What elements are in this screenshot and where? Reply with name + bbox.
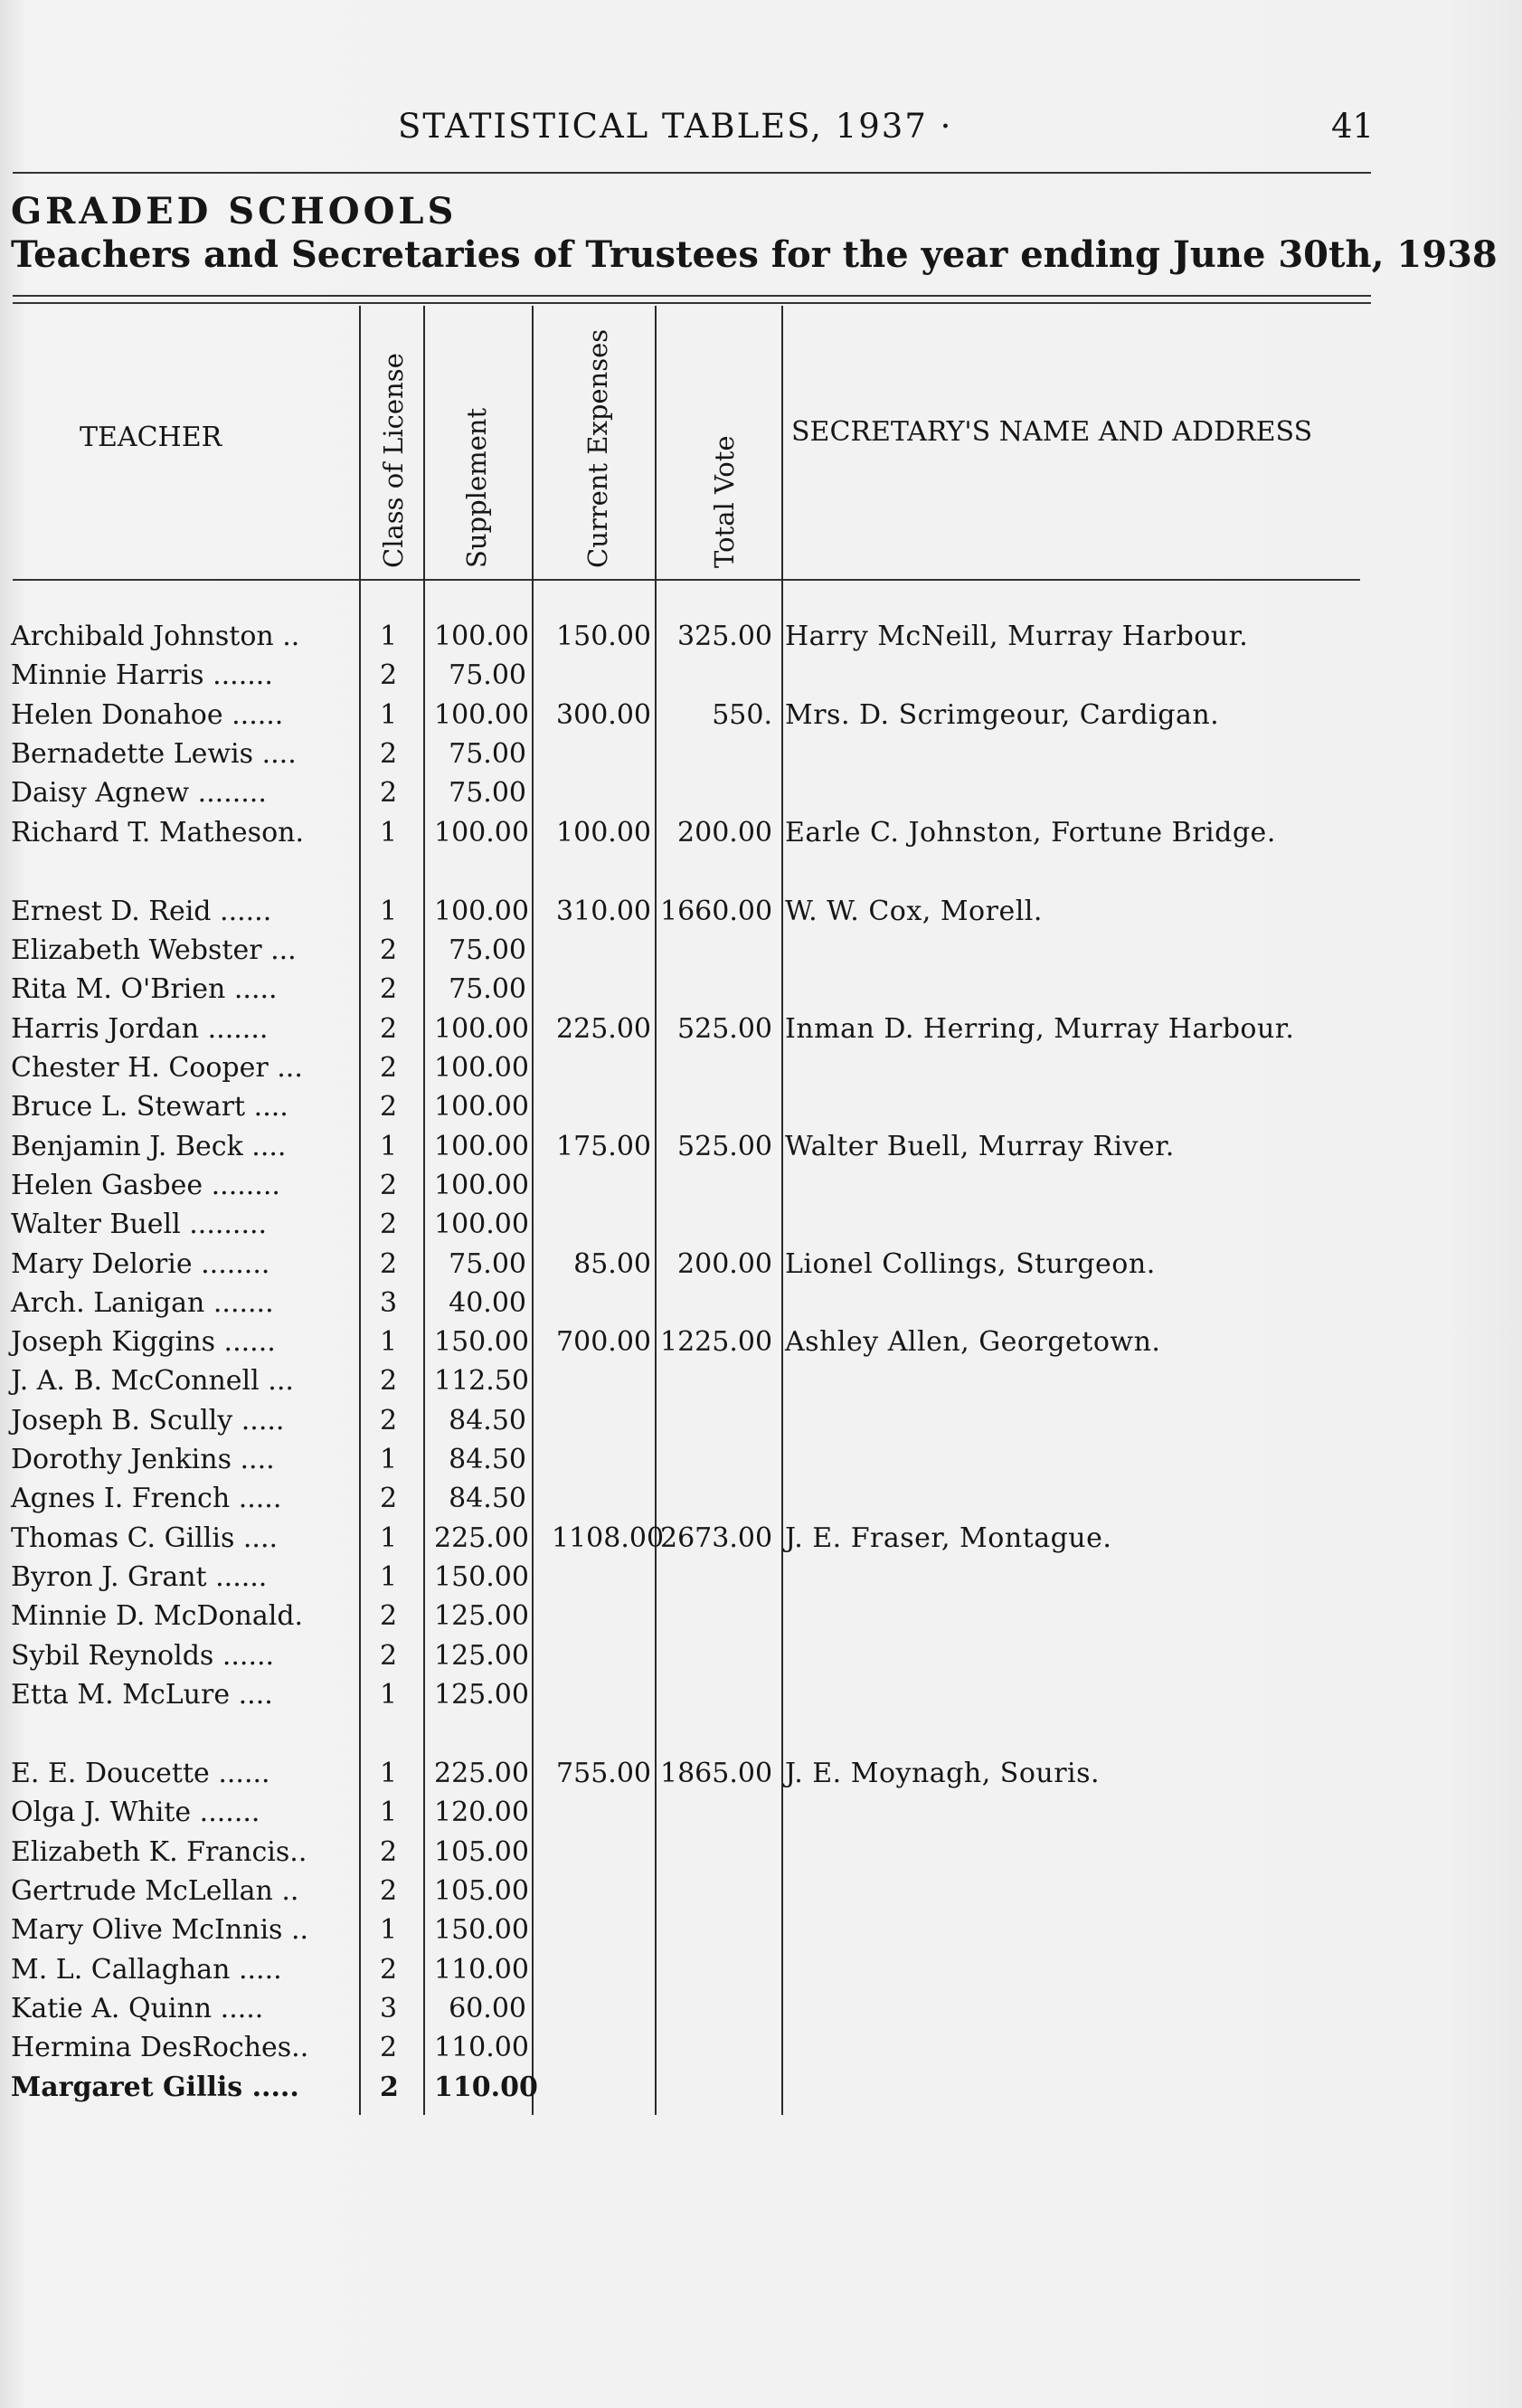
column-header-supplement: Supplement: [461, 407, 492, 568]
class-of-license-cell: 1: [380, 1914, 398, 1947]
supplement-cell: 110.00: [434, 2032, 529, 2064]
teacher-name: Rita M. O'Brien .....: [11, 973, 278, 1006]
teacher-name: Agnes I. French .....: [11, 1483, 282, 1515]
table-row: [0, 817, 1522, 856]
class-of-license-cell: 2: [380, 1012, 398, 1045]
supplement-cell: 75.00: [449, 1247, 526, 1280]
total-vote-cell: 1225.00: [660, 1326, 773, 1359]
class-of-license-cell: 1: [380, 1678, 398, 1711]
table-row: [0, 1326, 1522, 1365]
current-expenses-cell: 175.00: [556, 1130, 651, 1162]
table-row: [0, 2032, 1522, 2071]
teacher-name: Minnie Harris .......: [11, 659, 273, 692]
table-row: [0, 1758, 1522, 1797]
teacher-name: Sybil Reynolds ......: [11, 1639, 275, 1672]
table-row: [0, 1993, 1522, 2032]
supplement-cell: 125.00: [434, 1639, 529, 1672]
current-expenses-cell: 755.00: [556, 1758, 651, 1790]
table-row: [0, 1131, 1522, 1170]
teacher-name: Archibald Johnston ..: [11, 621, 300, 652]
secretary-name-address: W. W. Cox, Morell.: [785, 895, 1043, 927]
teacher-name: Mary Olive McInnis ..: [11, 1914, 309, 1947]
total-vote-cell: 1660.00: [660, 895, 773, 927]
current-expenses-cell: 300.00: [556, 698, 651, 731]
class-of-license-cell: 1: [380, 1758, 398, 1790]
supplement-cell: 75.00: [449, 973, 526, 1006]
class-of-license-cell: 2: [380, 777, 398, 810]
class-of-license-cell: 2: [380, 973, 398, 1006]
teacher-name: Helen Donahoe ......: [11, 698, 284, 731]
supplement-cell: 60.00: [449, 1992, 526, 2024]
supplement-cell: 84.50: [449, 1444, 526, 1475]
table-row: [0, 2071, 1522, 2110]
class-of-license-cell: 2: [380, 1953, 398, 1986]
teacher-name: Etta M. McLure ....: [11, 1678, 273, 1711]
class-of-license-cell: 2: [380, 1600, 398, 1633]
teacher-name: Margaret Gillis .....: [11, 2071, 299, 2103]
table-row: [0, 1600, 1522, 1639]
teacher-name: Richard T. Matheson.: [11, 816, 304, 848]
total-vote-cell: 525.00: [677, 1130, 772, 1162]
teacher-name: Byron J. Grant ......: [11, 1560, 268, 1593]
class-of-license-cell: 2: [380, 737, 398, 770]
table-row: [0, 777, 1522, 816]
total-vote-cell: 550.: [712, 698, 772, 731]
class-of-license-cell: 3: [380, 1992, 398, 2024]
teacher-name: Minnie D. McDonald.: [11, 1600, 304, 1633]
supplement-cell: 100.00: [434, 1169, 529, 1201]
table-row: [0, 934, 1522, 973]
secretary-name-address: Walter Buell, Murray River.: [785, 1130, 1175, 1162]
table-row: [0, 1797, 1522, 1835]
class-of-license-cell: 1: [380, 1522, 398, 1554]
column-header-current-expenses: Current Expenses: [582, 328, 613, 568]
teacher-name: Katie A. Quinn .....: [11, 1992, 264, 2024]
table-row: [0, 699, 1522, 738]
teacher-name: Bruce L. Stewart ....: [11, 1091, 288, 1123]
supplement-cell: 100.00: [434, 895, 529, 927]
table-row: [0, 1405, 1522, 1444]
class-of-license-cell: 2: [380, 2032, 398, 2064]
supplement-cell: 100.00: [434, 1209, 529, 1241]
secretary-name-address: Mrs. D. Scrimgeour, Cardigan.: [785, 698, 1220, 731]
running-header: STATISTICAL TABLES, 1937 ·: [398, 107, 953, 146]
total-vote-cell: 200.00: [677, 1247, 772, 1280]
class-of-license-cell: 1: [380, 1797, 398, 1829]
supplement-cell: 125.00: [434, 1600, 529, 1633]
current-expenses-cell: 150.00: [556, 621, 651, 652]
teacher-name: Daisy Agnew ........: [11, 777, 267, 810]
class-of-license-cell: 2: [380, 934, 398, 967]
table-row: [0, 1209, 1522, 1247]
supplement-cell: 75.00: [449, 934, 526, 967]
teacher-name: Elizabeth K. Francis..: [11, 1835, 307, 1868]
secretary-name-address: Harry McNeill, Murray Harbour.: [785, 621, 1249, 652]
class-of-license-cell: 2: [380, 1247, 398, 1280]
class-of-license-cell: 2: [380, 659, 398, 692]
table-row: [0, 1640, 1522, 1679]
teacher-name: Arch. Lanigan .......: [11, 1286, 274, 1319]
class-of-license-cell: 1: [380, 1130, 398, 1162]
secretary-name-address: Inman D. Herring, Murray Harbour.: [785, 1012, 1295, 1045]
supplement-cell: 75.00: [449, 659, 526, 692]
supplement-cell: 110.00: [434, 2071, 538, 2103]
supplement-cell: 100.00: [434, 1091, 529, 1123]
teacher-name: Hermina DesRoches..: [11, 2032, 309, 2064]
table-row: [0, 738, 1522, 777]
column-header-class-of-license: Class of License: [378, 353, 409, 568]
supplement-cell: 125.00: [434, 1678, 529, 1711]
class-of-license-cell: 2: [380, 1835, 398, 1868]
teacher-name: Walter Buell .........: [11, 1209, 268, 1241]
class-of-license-cell: 1: [380, 1444, 398, 1475]
class-of-license-cell: 2: [380, 1169, 398, 1201]
column-header-teacher: TEACHER: [80, 422, 222, 453]
teacher-name: Bernadette Lewis ....: [11, 737, 297, 770]
table-row: [0, 1091, 1522, 1130]
supplement-cell: 150.00: [434, 1914, 529, 1947]
class-of-license-cell: 1: [380, 816, 398, 848]
teacher-name: Olga J. White .......: [11, 1797, 260, 1829]
total-vote-cell: 200.00: [677, 816, 772, 848]
total-vote-cell: 325.00: [677, 621, 772, 652]
table-row: [0, 1013, 1522, 1052]
table-top-rule: [13, 295, 1371, 297]
supplement-cell: 120.00: [434, 1797, 529, 1829]
class-of-license-cell: 2: [380, 1404, 398, 1436]
supplement-cell: 84.50: [449, 1404, 526, 1436]
supplement-cell: 100.00: [434, 1130, 529, 1162]
class-of-license-cell: 2: [380, 1365, 398, 1398]
table-row: [0, 1365, 1522, 1404]
header-bottom-rule: [13, 579, 1360, 581]
secretary-name-address: Ashley Allen, Georgetown.: [785, 1326, 1161, 1359]
column-header-secretary: SECRETARY'S NAME AND ADDRESS: [791, 416, 1313, 448]
table-row: [0, 1444, 1522, 1483]
teacher-name: Chester H. Cooper ...: [11, 1052, 303, 1084]
teacher-name: Elizabeth Webster ...: [11, 934, 297, 967]
total-vote-cell: 2673.00: [660, 1522, 773, 1554]
supplement-cell: 110.00: [434, 1953, 529, 1986]
secretary-name-address: Lionel Collings, Sturgeon.: [785, 1247, 1156, 1280]
class-of-license-cell: 2: [380, 1209, 398, 1241]
supplement-cell: 100.00: [434, 698, 529, 731]
class-of-license-cell: 2: [380, 1483, 398, 1515]
supplement-cell: 75.00: [449, 737, 526, 770]
supplement-cell: 105.00: [434, 1835, 529, 1868]
class-of-license-cell: 2: [380, 1052, 398, 1084]
teacher-name: Joseph B. Scully .....: [11, 1404, 285, 1436]
teacher-name: Helen Gasbee ........: [11, 1169, 280, 1201]
teacher-name: Dorothy Jenkins ....: [11, 1444, 275, 1475]
supplement-cell: 100.00: [434, 1052, 529, 1084]
table-row: [0, 1483, 1522, 1522]
teacher-name: Ernest D. Reid ......: [11, 895, 272, 927]
teacher-name: M. L. Callaghan .....: [11, 1953, 282, 1986]
table-row: [0, 621, 1522, 659]
table-row: [0, 1875, 1522, 1914]
secretary-name-address: J. E. Fraser, Montague.: [785, 1522, 1112, 1554]
class-of-license-cell: 3: [380, 1286, 398, 1319]
current-expenses-cell: 225.00: [556, 1012, 651, 1045]
table-top-rule-2: [13, 302, 1371, 304]
header-rule: [13, 172, 1371, 174]
table-row: [0, 896, 1522, 934]
teacher-name: Thomas C. Gillis ....: [11, 1522, 279, 1554]
current-expenses-cell: 100.00: [556, 816, 651, 848]
class-of-license-cell: 1: [380, 895, 398, 927]
supplement-cell: 75.00: [449, 777, 526, 810]
teacher-name: Gertrude McLellan ..: [11, 1875, 299, 1907]
class-of-license-cell: 2: [380, 1875, 398, 1907]
teacher-name: J. A. B. McConnell ...: [11, 1365, 294, 1398]
current-expenses-cell: 1108.00: [552, 1522, 665, 1554]
total-vote-cell: 1865.00: [660, 1758, 773, 1790]
table-row: [0, 1522, 1522, 1561]
supplement-cell: 100.00: [434, 621, 529, 652]
class-of-license-cell: 2: [380, 2071, 399, 2103]
supplement-cell: 150.00: [434, 1326, 529, 1359]
column-header-total-vote: Total Vote: [709, 435, 740, 568]
class-of-license-cell: 2: [380, 1639, 398, 1672]
table-row: [0, 973, 1522, 1012]
teacher-name: Joseph Kiggins ......: [11, 1326, 276, 1359]
table-row: [0, 1836, 1522, 1875]
table-row: [0, 1170, 1522, 1209]
table-row: [0, 1914, 1522, 1953]
supplement-cell: 105.00: [434, 1875, 529, 1907]
class-of-license-cell: 1: [380, 621, 398, 652]
table-row: [0, 1248, 1522, 1287]
section-subtitle: Teachers and Secretaries of Trustees for the year ending June 30th, 1938: [11, 233, 1498, 276]
total-vote-cell: 525.00: [677, 1012, 772, 1045]
supplement-cell: 100.00: [434, 1012, 529, 1045]
teacher-name: Benjamin J. Beck ....: [11, 1130, 287, 1162]
supplement-cell: 100.00: [434, 816, 529, 848]
current-expenses-cell: 700.00: [556, 1326, 651, 1359]
secretary-name-address: Earle C. Johnston, Fortune Bridge.: [785, 816, 1276, 848]
supplement-cell: 150.00: [434, 1560, 529, 1593]
supplement-cell: 40.00: [449, 1286, 526, 1319]
secretary-name-address: J. E. Moynagh, Souris.: [785, 1758, 1101, 1790]
teacher-name: Mary Delorie ........: [11, 1247, 270, 1280]
table-row: [0, 659, 1522, 698]
table-row: [0, 1561, 1522, 1600]
current-expenses-cell: 310.00: [556, 895, 651, 927]
teacher-name: E. E. Doucette ......: [11, 1758, 270, 1790]
page-number: 41: [1331, 107, 1375, 146]
supplement-cell: 225.00: [434, 1758, 529, 1790]
current-expenses-cell: 85.00: [573, 1247, 651, 1280]
teacher-name: Harris Jordan .......: [11, 1012, 269, 1045]
supplement-cell: 112.50: [434, 1365, 529, 1398]
class-of-license-cell: 1: [380, 1326, 398, 1359]
table-row: [0, 1679, 1522, 1718]
supplement-cell: 84.50: [449, 1483, 526, 1515]
section-title: GRADED SCHOOLS: [11, 190, 458, 232]
class-of-license-cell: 1: [380, 698, 398, 731]
table-row: [0, 1052, 1522, 1091]
class-of-license-cell: 1: [380, 1560, 398, 1593]
table-row: [0, 1287, 1522, 1326]
class-of-license-cell: 2: [380, 1091, 398, 1123]
supplement-cell: 225.00: [434, 1522, 529, 1554]
table-row: [0, 1954, 1522, 1993]
